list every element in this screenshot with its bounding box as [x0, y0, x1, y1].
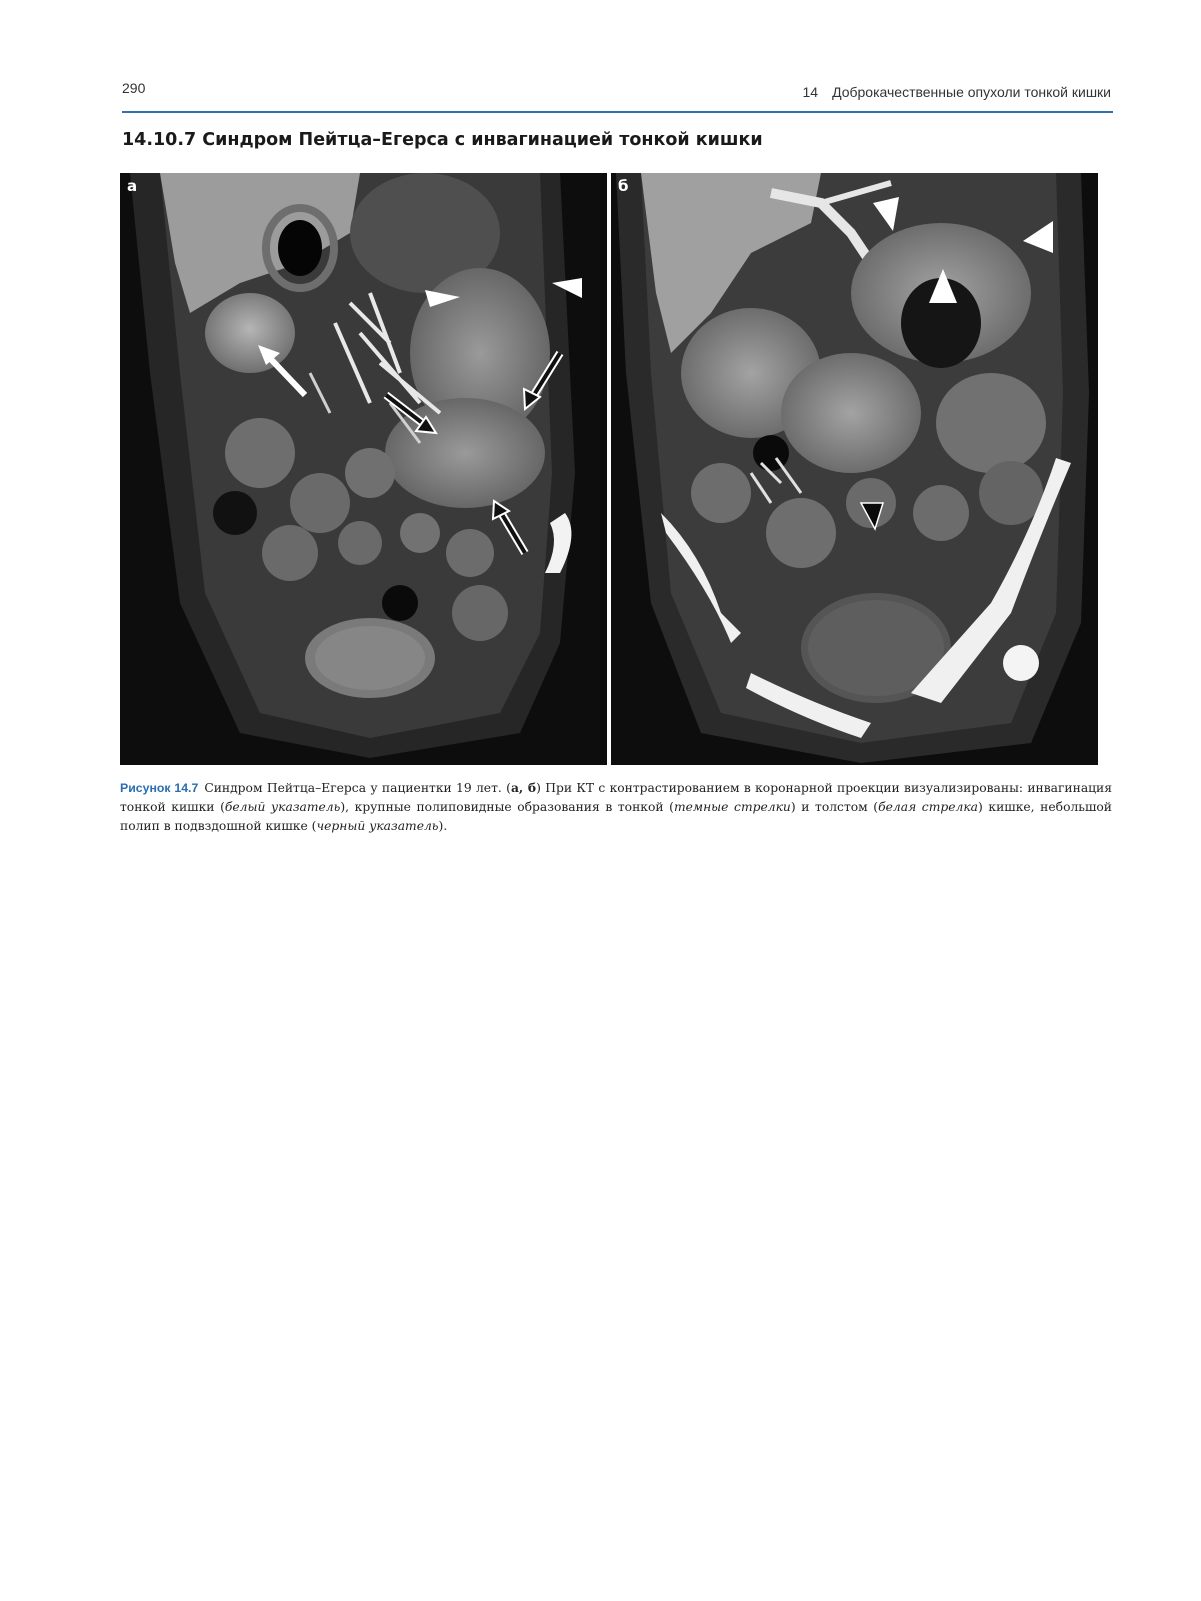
figure-caption: [120, 778, 1112, 836]
figure-label: Рисунок 14.7: [120, 781, 199, 795]
panel-label-b: б: [618, 177, 629, 195]
figure: [120, 173, 1102, 765]
ct-image-panel-a: [120, 173, 607, 765]
ct-scan-image-b: [611, 173, 1098, 765]
caption-text-6: ).: [438, 819, 448, 833]
section-title: 14.10.7 Синдром Пейтца–Егерса с инвагинацией тонкой кишки: [122, 130, 763, 150]
ct-scan-image-a: [120, 173, 607, 765]
caption-white-arrow: белая стрелка: [878, 800, 979, 814]
panel-label-a: а: [127, 177, 138, 195]
caption-text-2: ) При КТ с контрастированием в коронарной проекции визуализированы: инвагинация тонкой кишки (: [120, 781, 1113, 814]
header-rule: [122, 111, 1113, 113]
caption-black-pointer: черный указатель: [316, 819, 439, 833]
caption-dark-arrows: темные стрелки: [673, 800, 791, 814]
running-head: [802, 84, 1111, 100]
caption-panel-refs: а, б: [510, 780, 537, 795]
caption-text-5: ) кишке, небольшой полип в подвздошной кишке (: [120, 800, 1113, 833]
caption-text-3: ), крупные полиповидные образования в тонкой (: [340, 800, 674, 814]
page-number: 290: [122, 80, 146, 96]
chapter-title: Доброкачественные опухоли тонкой кишки: [832, 84, 1111, 100]
caption-white-pointer: белый указатель: [224, 800, 341, 814]
caption-text-4: ) и толстом (: [790, 800, 879, 814]
chapter-number: 14: [802, 84, 819, 100]
ct-image-panel-b: [611, 173, 1098, 765]
caption-text-1: Синдром Пейтца–Егерса у пациентки 19 лет. (: [204, 781, 511, 795]
